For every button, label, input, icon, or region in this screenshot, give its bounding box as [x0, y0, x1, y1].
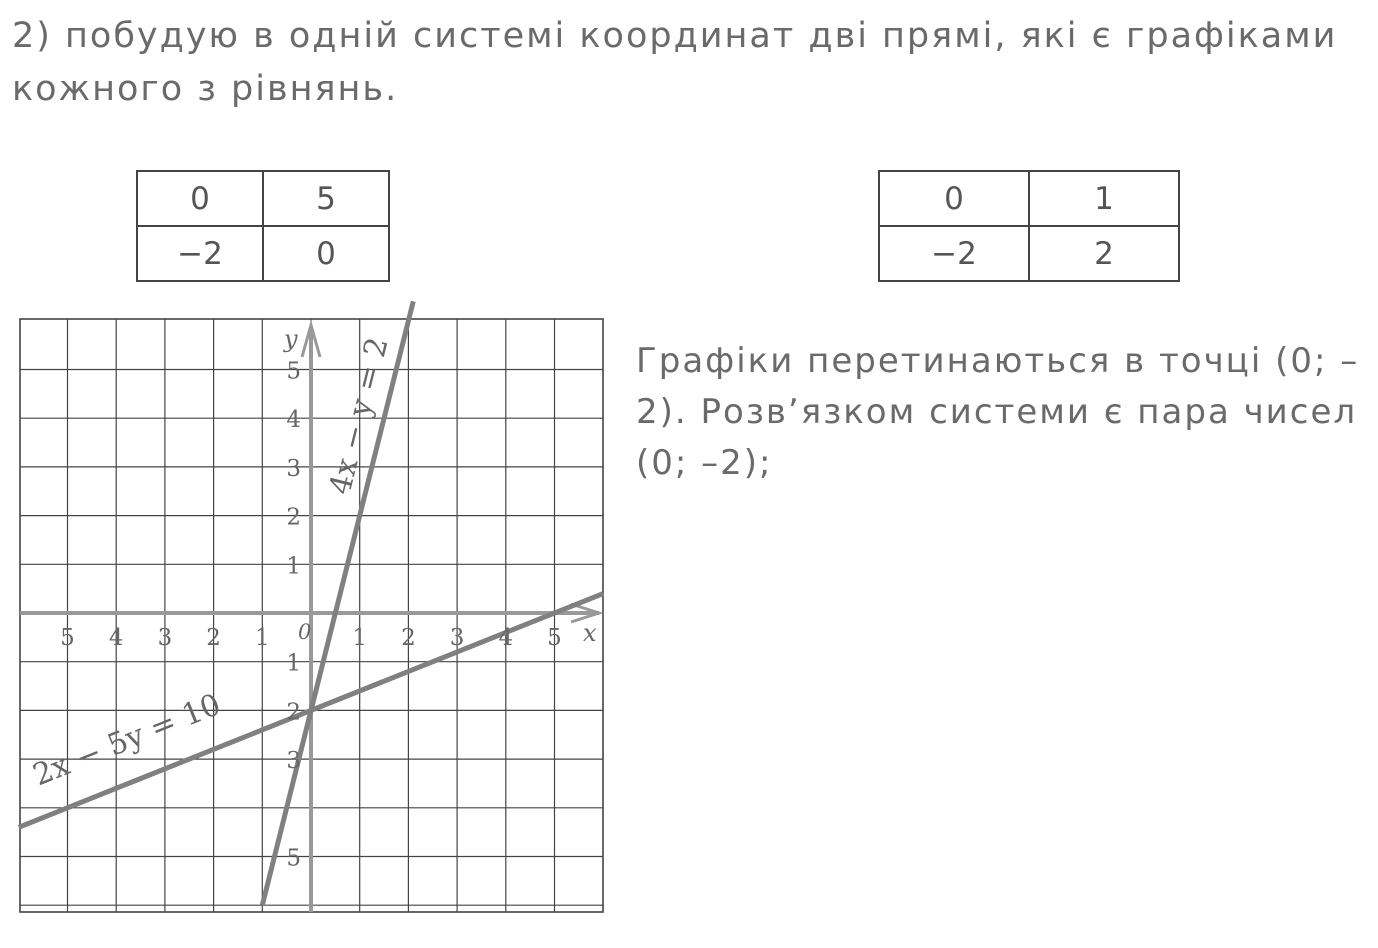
x-tick-label: 5 — [60, 625, 75, 651]
y-tick-label: 5 — [286, 845, 301, 872]
x-tick-label: 1 — [352, 625, 368, 651]
values-table-2 — [878, 170, 1180, 282]
task-description — [12, 10, 1352, 116]
table-row — [137, 171, 389, 226]
table-row — [879, 226, 1179, 281]
task-line-2: кожного з рівнянь. — [12, 69, 399, 109]
x-tick-label: 1 — [254, 625, 270, 651]
x-tick-label: 2 — [206, 625, 221, 651]
axes — [20, 325, 599, 912]
conclusion-text — [636, 336, 1371, 489]
x-tick-label: 4 — [108, 625, 124, 651]
conclusion-line-2: 2). Розв’язком системи є пара чисел — [636, 392, 1358, 432]
x-tick-label: 3 — [449, 625, 465, 651]
table-cell: 0 — [137, 171, 263, 226]
table-row — [137, 226, 389, 281]
y-tick-label: 3 — [286, 455, 301, 482]
y-tick-label: 2 — [286, 699, 301, 726]
table-cell: −2 — [879, 226, 1029, 281]
values-table-1 — [136, 170, 390, 282]
conclusion-line-3: (0; –2); — [636, 443, 773, 483]
y-tick-label: 1 — [286, 553, 301, 580]
y-axis-label: y — [284, 325, 298, 353]
origin-label: 0 — [298, 620, 312, 644]
x-tick-label: 5 — [547, 625, 562, 651]
x-tick-label: 2 — [401, 625, 416, 651]
table-row — [879, 171, 1179, 226]
x-axis-label: x — [583, 619, 597, 647]
x-tick-label: 3 — [157, 625, 173, 651]
y-tick-label: 1 — [286, 650, 301, 677]
table-cell: 1 — [1029, 171, 1179, 226]
y-tick-label: 3 — [286, 748, 301, 775]
x-tick-label: 4 — [498, 625, 514, 651]
table-cell: −2 — [137, 226, 263, 281]
series-line-2 — [262, 301, 413, 905]
y-tick-label: 4 — [286, 407, 301, 434]
coordinate-graph — [0, 300, 620, 920]
series-label-2: 4x − y = 2 — [322, 333, 396, 499]
conclusion-line-1: Графіки перетинаються в точці (0; – — [636, 341, 1360, 381]
series-label-1: 2x − 5y = 10 — [28, 687, 226, 794]
y-tick-label: 5 — [286, 358, 301, 385]
y-tick-label: 2 — [286, 504, 301, 531]
table-cell: 5 — [263, 171, 389, 226]
task-line-1: 2) побудую в одній системі координат дві прямі, які є графіками — [12, 16, 1338, 56]
table-cell: 0 — [879, 171, 1029, 226]
table-cell: 0 — [263, 226, 389, 281]
table-cell: 2 — [1029, 226, 1179, 281]
